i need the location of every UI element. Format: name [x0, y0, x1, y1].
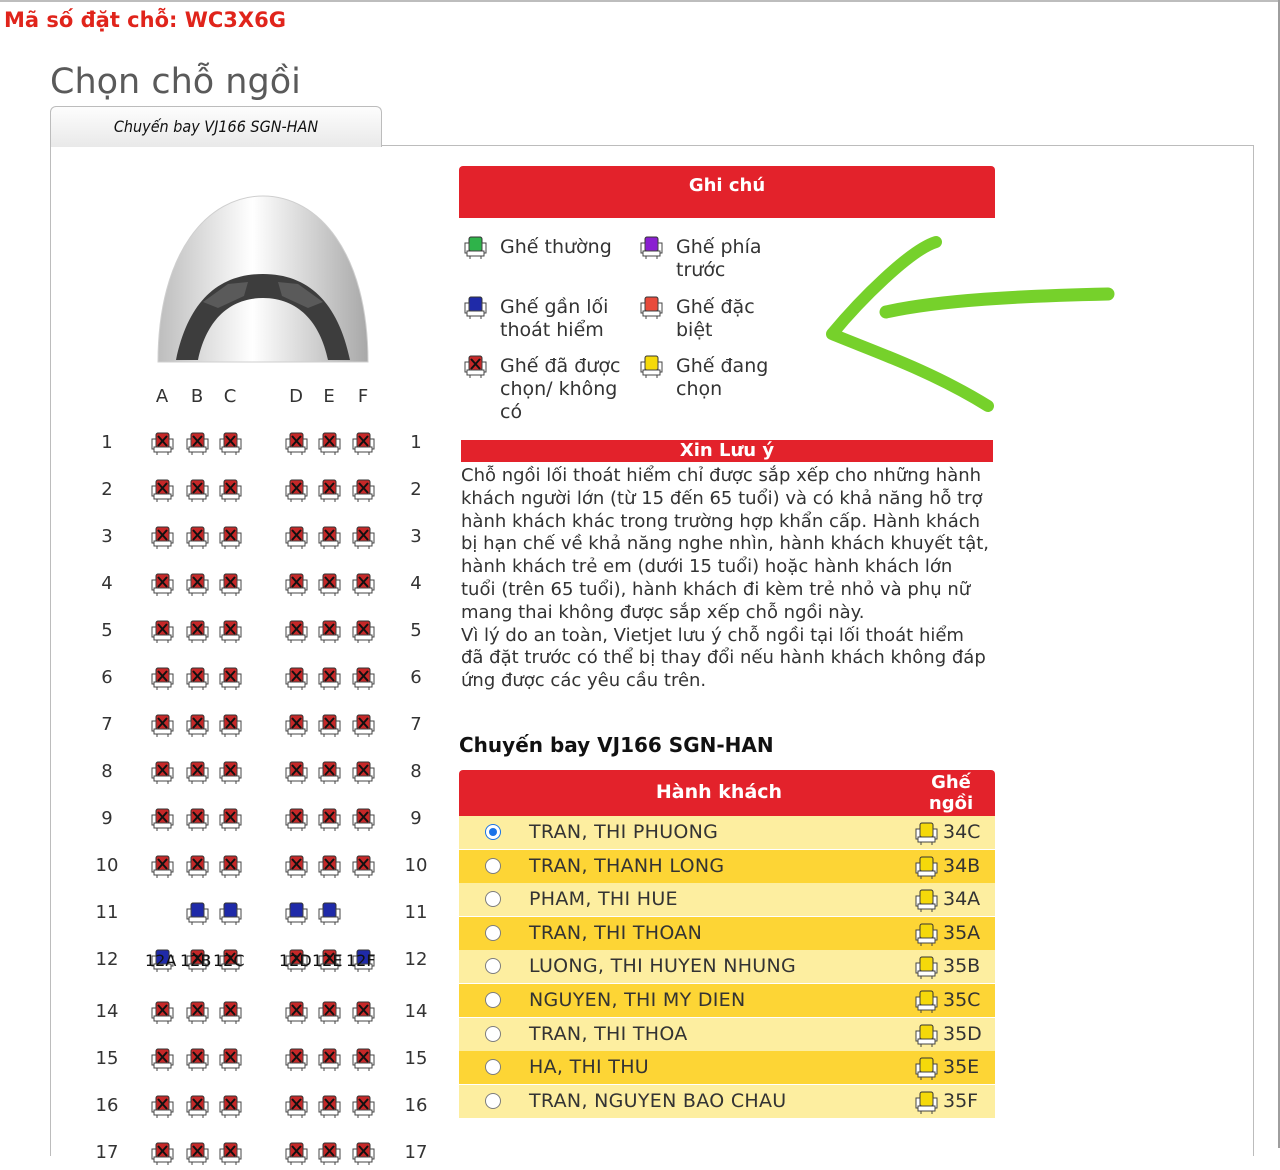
passenger-radio[interactable]: [485, 925, 501, 941]
aircraft-nose-image: [148, 192, 378, 372]
seat-16b: [184, 1093, 210, 1119]
seat-selected-icon: [913, 1089, 939, 1113]
seat-7f: [350, 712, 376, 738]
seat-column-c: C: [223, 386, 237, 407]
seat-4c: [217, 571, 243, 597]
row-number-right: 15: [404, 1048, 428, 1069]
seat-3c: [217, 524, 243, 550]
passenger-name: PHAM, THI HUE: [529, 888, 678, 911]
seat-16a: [149, 1093, 175, 1119]
seat-row: [0, 618, 460, 648]
seat-17d: [283, 1140, 309, 1166]
passenger-seat-cell: [909, 1018, 995, 1051]
passenger-seat-cell: [909, 917, 995, 950]
passenger-name-cell: [459, 984, 909, 1017]
seat-column-f: F: [357, 386, 369, 407]
seat-label: 12F: [346, 951, 376, 970]
row-number-left: 15: [95, 1048, 119, 1069]
seat-15e: [316, 1046, 342, 1072]
seat-6d: [283, 665, 309, 691]
passenger-seat-cell: [909, 816, 995, 849]
passenger-name: TRAN, THI THOA: [529, 1022, 688, 1045]
passenger-seat: 35F: [943, 1089, 979, 1112]
notice-title: Xin Lưu ý: [461, 440, 993, 462]
seat-14a: [149, 999, 175, 1025]
passenger-row[interactable]: [459, 1018, 995, 1051]
seat-5f: [350, 618, 376, 644]
seat-14c: [217, 999, 243, 1025]
seat-1c: [217, 430, 243, 456]
passenger-row[interactable]: [459, 850, 995, 883]
passenger-seat-cell: [909, 1085, 995, 1118]
row-number-left: 16: [95, 1095, 119, 1116]
seat-17e: [316, 1140, 342, 1166]
legend-label: Ghế thường: [500, 236, 612, 258]
seat-15b: [184, 1046, 210, 1072]
seat-row: [0, 1093, 460, 1123]
seat-5d: [283, 618, 309, 644]
row-number-left: 10: [95, 855, 119, 876]
passenger-name: TRAN, THI THOAN: [529, 921, 703, 944]
legend-item-selected: [676, 355, 786, 401]
legend-label: Ghế phía trước: [676, 236, 762, 281]
seat-8f: [350, 759, 376, 785]
row-number-right: 8: [410, 761, 422, 782]
seat-12e: [312, 947, 343, 973]
seat-14e: [316, 999, 342, 1025]
row-number-right: 6: [410, 667, 422, 688]
seat-1b: [184, 430, 210, 456]
seat-6e: [316, 665, 342, 691]
row-number-right: 17: [404, 1142, 428, 1163]
seat-6f: [350, 665, 376, 691]
passenger-row[interactable]: [459, 1085, 995, 1118]
seat-9d: [283, 806, 309, 832]
passenger-row[interactable]: [459, 984, 995, 1017]
passenger-radio[interactable]: [485, 992, 501, 1008]
seat-9e: [316, 806, 342, 832]
passenger-seat-cell: [909, 984, 995, 1017]
seat-row: [0, 806, 460, 836]
passenger-seat: 35B: [943, 955, 981, 978]
passenger-row[interactable]: [459, 950, 995, 983]
seat-4e: [316, 571, 342, 597]
seat-row: [0, 430, 460, 460]
seat-row: [0, 665, 460, 695]
seat-16f: [350, 1093, 376, 1119]
passenger-radio[interactable]: [485, 891, 501, 907]
row-number-left: 7: [101, 714, 113, 735]
passenger-radio[interactable]: [485, 1093, 501, 1109]
legend-label: Ghế đã được chọn/ không có: [500, 355, 621, 423]
seat-8b: [184, 759, 210, 785]
seat-14d: [283, 999, 309, 1025]
seat-row: [0, 999, 460, 1029]
seat-11e[interactable]: [316, 900, 342, 926]
row-number-left: 8: [101, 761, 113, 782]
seat-5e: [316, 618, 342, 644]
row-number-left: 5: [101, 620, 113, 641]
seat-10d: [283, 853, 309, 879]
row-number-left: 17: [95, 1142, 119, 1163]
seat-12d: [279, 947, 312, 973]
seat-selected-icon: [638, 353, 664, 379]
row-number-right: 14: [404, 1001, 428, 1022]
row-number-right: 10: [404, 855, 428, 876]
seat-selected-icon: [913, 988, 939, 1012]
seat-2d: [283, 477, 309, 503]
booking-code: Mã số đặt chỗ: WC3X6G: [4, 8, 286, 32]
tab-flight-label: Chuyến bay VJ166 SGN-HAN: [113, 117, 319, 136]
seat-selected-icon: [913, 1022, 939, 1046]
seat-15c: [217, 1046, 243, 1072]
passenger-seat-cell: [909, 1051, 995, 1084]
seat-5a: [149, 618, 175, 644]
seat-column-e: E: [323, 386, 335, 407]
seat-12c: [213, 947, 245, 973]
row-number-right: 2: [410, 479, 422, 500]
row-number-left: 11: [95, 902, 119, 923]
seat-15f: [350, 1046, 376, 1072]
passenger-seat: 35C: [943, 989, 981, 1011]
seat-9c: [217, 806, 243, 832]
seat-1d: [283, 430, 309, 456]
passenger-name-cell: [459, 1018, 909, 1051]
seat-7a: [149, 712, 175, 738]
seat-15d: [283, 1046, 309, 1072]
seat-selected-icon: [913, 820, 939, 844]
seat-7e: [316, 712, 342, 738]
seat-4f: [350, 571, 376, 597]
passenger-radio[interactable]: [485, 958, 501, 974]
passenger-name: HA, THI THU: [529, 1056, 649, 1079]
seat-row: [0, 947, 460, 977]
seat-9f: [350, 806, 376, 832]
window-top-border: [0, 0, 1280, 2]
seat-3b: [184, 524, 210, 550]
passenger-radio[interactable]: [485, 1026, 501, 1042]
seat-10f: [350, 853, 376, 879]
passenger-seat-cell: [909, 850, 995, 883]
passenger-name-cell: [459, 917, 909, 950]
passenger-row[interactable]: [459, 883, 995, 916]
seat-2b: [184, 477, 210, 503]
passenger-radio[interactable]: [485, 858, 501, 874]
row-number-right: 1: [410, 432, 422, 453]
seat-selected-icon: [913, 921, 939, 945]
seat-12a[interactable]: [145, 947, 177, 973]
seat-row: [0, 712, 460, 742]
passenger-name-cell: [459, 850, 909, 883]
seat-column-b: B: [190, 386, 204, 407]
seat-3a: [149, 524, 175, 550]
passenger-name-cell: [459, 1051, 909, 1084]
legend-label: Ghế gần lối thoát hiểm: [500, 296, 609, 341]
passenger-name: TRAN, THI PHUONG: [529, 821, 719, 843]
seat-row: [0, 1046, 460, 1076]
seat-1a: [149, 430, 175, 456]
seat-row: [0, 524, 460, 554]
passenger-name-cell: [459, 950, 909, 983]
seat-10e: [316, 853, 342, 879]
page-title: Chọn chỗ ngồi: [50, 62, 301, 102]
seat-label: 12E: [312, 951, 343, 970]
seat-label: 12B: [180, 951, 212, 970]
passenger-seat: 34A: [943, 888, 981, 911]
legend-label: Ghế đang chọn: [676, 355, 769, 400]
passenger-radio[interactable]: [485, 1059, 501, 1075]
passenger-seat-cell: [909, 950, 995, 983]
seat-selected-icon: [913, 887, 939, 911]
seat-row: [0, 853, 460, 883]
seat-2a: [149, 477, 175, 503]
seat-12b: [180, 947, 212, 973]
row-number-left: 9: [101, 808, 113, 829]
seat-9b: [184, 806, 210, 832]
legend-item-front: [676, 236, 786, 282]
seat-2c: [217, 477, 243, 503]
seat-4b: [184, 571, 210, 597]
passenger-name-cell: [459, 883, 909, 916]
row-number-left: 12: [95, 949, 119, 970]
seat-9a: [149, 806, 175, 832]
passenger-header-name: Hành khách: [655, 781, 783, 803]
seat-4d: [283, 571, 309, 597]
seat-17a: [149, 1140, 175, 1166]
passenger-row[interactable]: [459, 917, 995, 950]
seat-7b: [184, 712, 210, 738]
seat-4a: [149, 571, 175, 597]
row-number-right: 3: [410, 526, 422, 547]
passenger-seat: 35D: [943, 1022, 982, 1045]
seat-5c: [217, 618, 243, 644]
passenger-table-header: [459, 770, 995, 816]
seat-15a: [149, 1046, 175, 1072]
seat-6a: [149, 665, 175, 691]
seat-front-icon: [638, 234, 664, 260]
row-number-right: 9: [410, 808, 422, 829]
passenger-name: TRAN, NGUYEN BAO CHAU: [529, 1089, 787, 1112]
seat-8e: [316, 759, 342, 785]
seat-10a: [149, 853, 175, 879]
seat-selected-icon: [913, 854, 939, 878]
seat-5b: [184, 618, 210, 644]
seat-special-icon: [638, 294, 664, 320]
legend-item-standard: [500, 236, 626, 259]
seat-label: 12C: [213, 951, 245, 970]
passenger-seat: 34B: [943, 854, 981, 877]
seat-16e: [316, 1093, 342, 1119]
row-number-left: 4: [101, 573, 113, 594]
seat-column-d: D: [289, 386, 303, 407]
seat-label: 12A: [145, 951, 177, 970]
passenger-seat: 35E: [943, 1056, 980, 1079]
legend-label: Ghế đặc biệt: [676, 296, 755, 341]
passenger-header-seat: Ghế ngồi: [928, 772, 974, 814]
passenger-radio[interactable]: [485, 824, 501, 840]
row-number-left: 2: [101, 479, 113, 500]
row-number-right: 5: [410, 620, 422, 641]
seat-11d[interactable]: [283, 900, 309, 926]
seat-1e: [316, 430, 342, 456]
seat-8c: [217, 759, 243, 785]
seat-3e: [316, 524, 342, 550]
seat-10c: [217, 853, 243, 879]
row-number-right: 16: [404, 1095, 428, 1116]
seat-3f: [350, 524, 376, 550]
seat-6b: [184, 665, 210, 691]
row-number-right: 7: [410, 714, 422, 735]
legend-item-exit: [500, 296, 626, 342]
legend-title: Ghi chú: [459, 166, 995, 218]
notice-text: Chỗ ngồi lối thoát hiểm chỉ được sắp xếp cho những hành khách người lớn (từ 15 đến 65 tuổi) và có khả năng hỗ trợ hành khách khác trong trường hợp khẩn cấp. Hành khách bị hạn chế về khả năng nghe nhìn, hành khách khuyết tật, hành khách trẻ em (dưới 15 tuổi) hoặc hành khách lớn tuổi (trên 65 tuổi), hành khách đi kèm trẻ nhỏ và phụ nữ mang thai không được sắp xếp chỗ ngồi này. Vì lý do an toàn, Vietjet lưu ý chỗ ngồi tại lối thoát hiểm đã đặt trước có thể bị thay đổi nếu hành khách không đáp ứng được các yêu cầu trên.: [461, 465, 990, 692]
passenger-name-cell: [459, 1085, 909, 1118]
row-number-left: 14: [95, 1001, 119, 1022]
seat-row: [0, 477, 460, 507]
green-arrow-annotation: [820, 230, 1120, 420]
seat-selected-icon: [913, 954, 939, 978]
seat-standard-icon: [462, 234, 488, 260]
row-number-right: 11: [404, 902, 428, 923]
seat-14f: [350, 999, 376, 1025]
seat-16d: [283, 1093, 309, 1119]
seat-6c: [217, 665, 243, 691]
seat-10b: [184, 853, 210, 879]
legend-item-special: [676, 296, 786, 342]
seat-label: 12D: [279, 951, 312, 970]
row-number-right: 4: [410, 573, 422, 594]
row-number-left: 1: [101, 432, 113, 453]
seat-1f: [350, 430, 376, 456]
seat-2e: [316, 477, 342, 503]
seat-8a: [149, 759, 175, 785]
passenger-seat: 34C: [943, 821, 981, 843]
passenger-name-cell: [459, 816, 909, 849]
row-number-right: 12: [404, 949, 428, 970]
passenger-seat-cell: [909, 883, 995, 916]
seat-7c: [217, 712, 243, 738]
seat-17b: [184, 1140, 210, 1166]
seat-12f[interactable]: [346, 947, 376, 973]
seat-selected-icon: [913, 1055, 939, 1079]
passenger-name: TRAN, THANH LONG: [529, 854, 725, 877]
tab-flight[interactable]: [50, 106, 382, 147]
legend-item-taken: [500, 355, 626, 424]
passenger-row[interactable]: [459, 1051, 995, 1084]
row-number-left: 6: [101, 667, 113, 688]
seat-taken-icon: [462, 353, 488, 379]
seat-14b: [184, 999, 210, 1025]
seat-8d: [283, 759, 309, 785]
seat-7d: [283, 712, 309, 738]
seat-row: [0, 571, 460, 601]
seat-exit-icon: [462, 294, 488, 320]
seat-column-a: A: [155, 386, 169, 407]
seat-row: [0, 900, 460, 930]
seat-16c: [217, 1093, 243, 1119]
passenger-seat: 35A: [943, 921, 981, 944]
seat-row: [0, 759, 460, 789]
passenger-name: NGUYEN, THI MY DIEN: [529, 989, 746, 1011]
seat-3d: [283, 524, 309, 550]
flight-title: Chuyến bay VJ166 SGN-HAN: [459, 733, 774, 757]
passenger-row[interactable]: [459, 816, 995, 849]
seat-17c: [217, 1140, 243, 1166]
seat-11c[interactable]: [217, 900, 243, 926]
passenger-name: LUONG, THI HUYEN NHUNG: [529, 955, 797, 978]
seat-11b[interactable]: [184, 900, 210, 926]
seat-17f: [350, 1140, 376, 1166]
seat-row: [0, 1140, 460, 1170]
seat-2f: [350, 477, 376, 503]
row-number-left: 3: [101, 526, 113, 547]
